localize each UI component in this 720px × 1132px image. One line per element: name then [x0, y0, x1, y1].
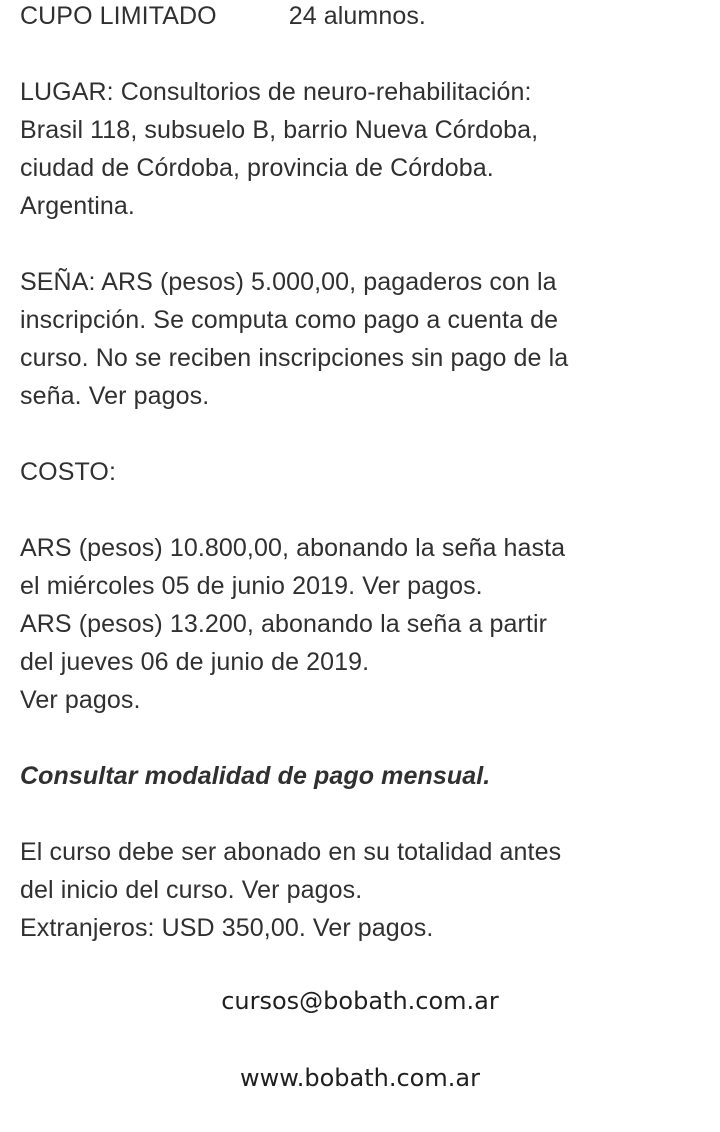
- sena-line: inscripción. Se computa como pago a cuenta de: [20, 306, 559, 334]
- sena-paragraph: [20, 263, 710, 415]
- lugar-paragraph: [20, 73, 710, 225]
- cupo-label: CUPO LIMITADO: [20, 2, 217, 30]
- lugar-line: LUGAR: Consultorios de neuro-rehabilitación:: [20, 78, 532, 106]
- spacer: [20, 35, 710, 73]
- contact-website[interactable]: www.bobath.com.ar: [240, 1064, 480, 1092]
- abono-line: El curso debe ser abonado en su totalidad antes: [20, 838, 562, 866]
- abono-line: del inicio del curso. Ver pagos.: [20, 876, 363, 904]
- lugar-line: ciudad de Córdoba, provincia de Córdoba.: [20, 154, 494, 182]
- spacer: [20, 491, 710, 529]
- sena-line: curso. No se reciben inscripciones sin pago de la: [20, 344, 569, 372]
- spacer: [20, 795, 710, 833]
- costo-line: del jueves 06 de junio de 2019.: [20, 648, 370, 676]
- sena-line: SEÑA: ARS (pesos) 5.000,00, pagaderos con la: [20, 268, 557, 296]
- lugar-line: Argentina.: [20, 192, 135, 220]
- spacer: [20, 719, 710, 757]
- cupo-value: 24 alumnos.: [288, 2, 426, 30]
- costo-line: el miércoles 05 de junio 2019. Ver pagos.: [20, 572, 483, 600]
- contact-email[interactable]: cursos@bobath.com.ar: [221, 987, 499, 1015]
- abono-paragraph: [20, 833, 710, 947]
- lugar-line: Brasil 118, subsuelo B, barrio Nueva Córdoba,: [20, 116, 539, 144]
- costo-paragraph: [20, 529, 710, 719]
- costo-line: ARS (pesos) 10.800,00, abonando la seña hasta: [20, 534, 566, 562]
- costo-heading: COSTO:: [20, 458, 116, 486]
- course-info-document: [20, 0, 710, 947]
- cupo-line: [20, 0, 710, 35]
- modalidad-note: Consultar modalidad de pago mensual.: [20, 762, 491, 790]
- spacer: [20, 415, 710, 453]
- costo-line: Ver pagos.: [20, 686, 141, 714]
- costo-line: ARS (pesos) 13.200, abonando la seña a partir: [20, 610, 548, 638]
- abono-line: Extranjeros: USD 350,00. Ver pagos.: [20, 914, 434, 942]
- sena-line: seña. Ver pagos.: [20, 382, 210, 410]
- spacer: [20, 225, 710, 263]
